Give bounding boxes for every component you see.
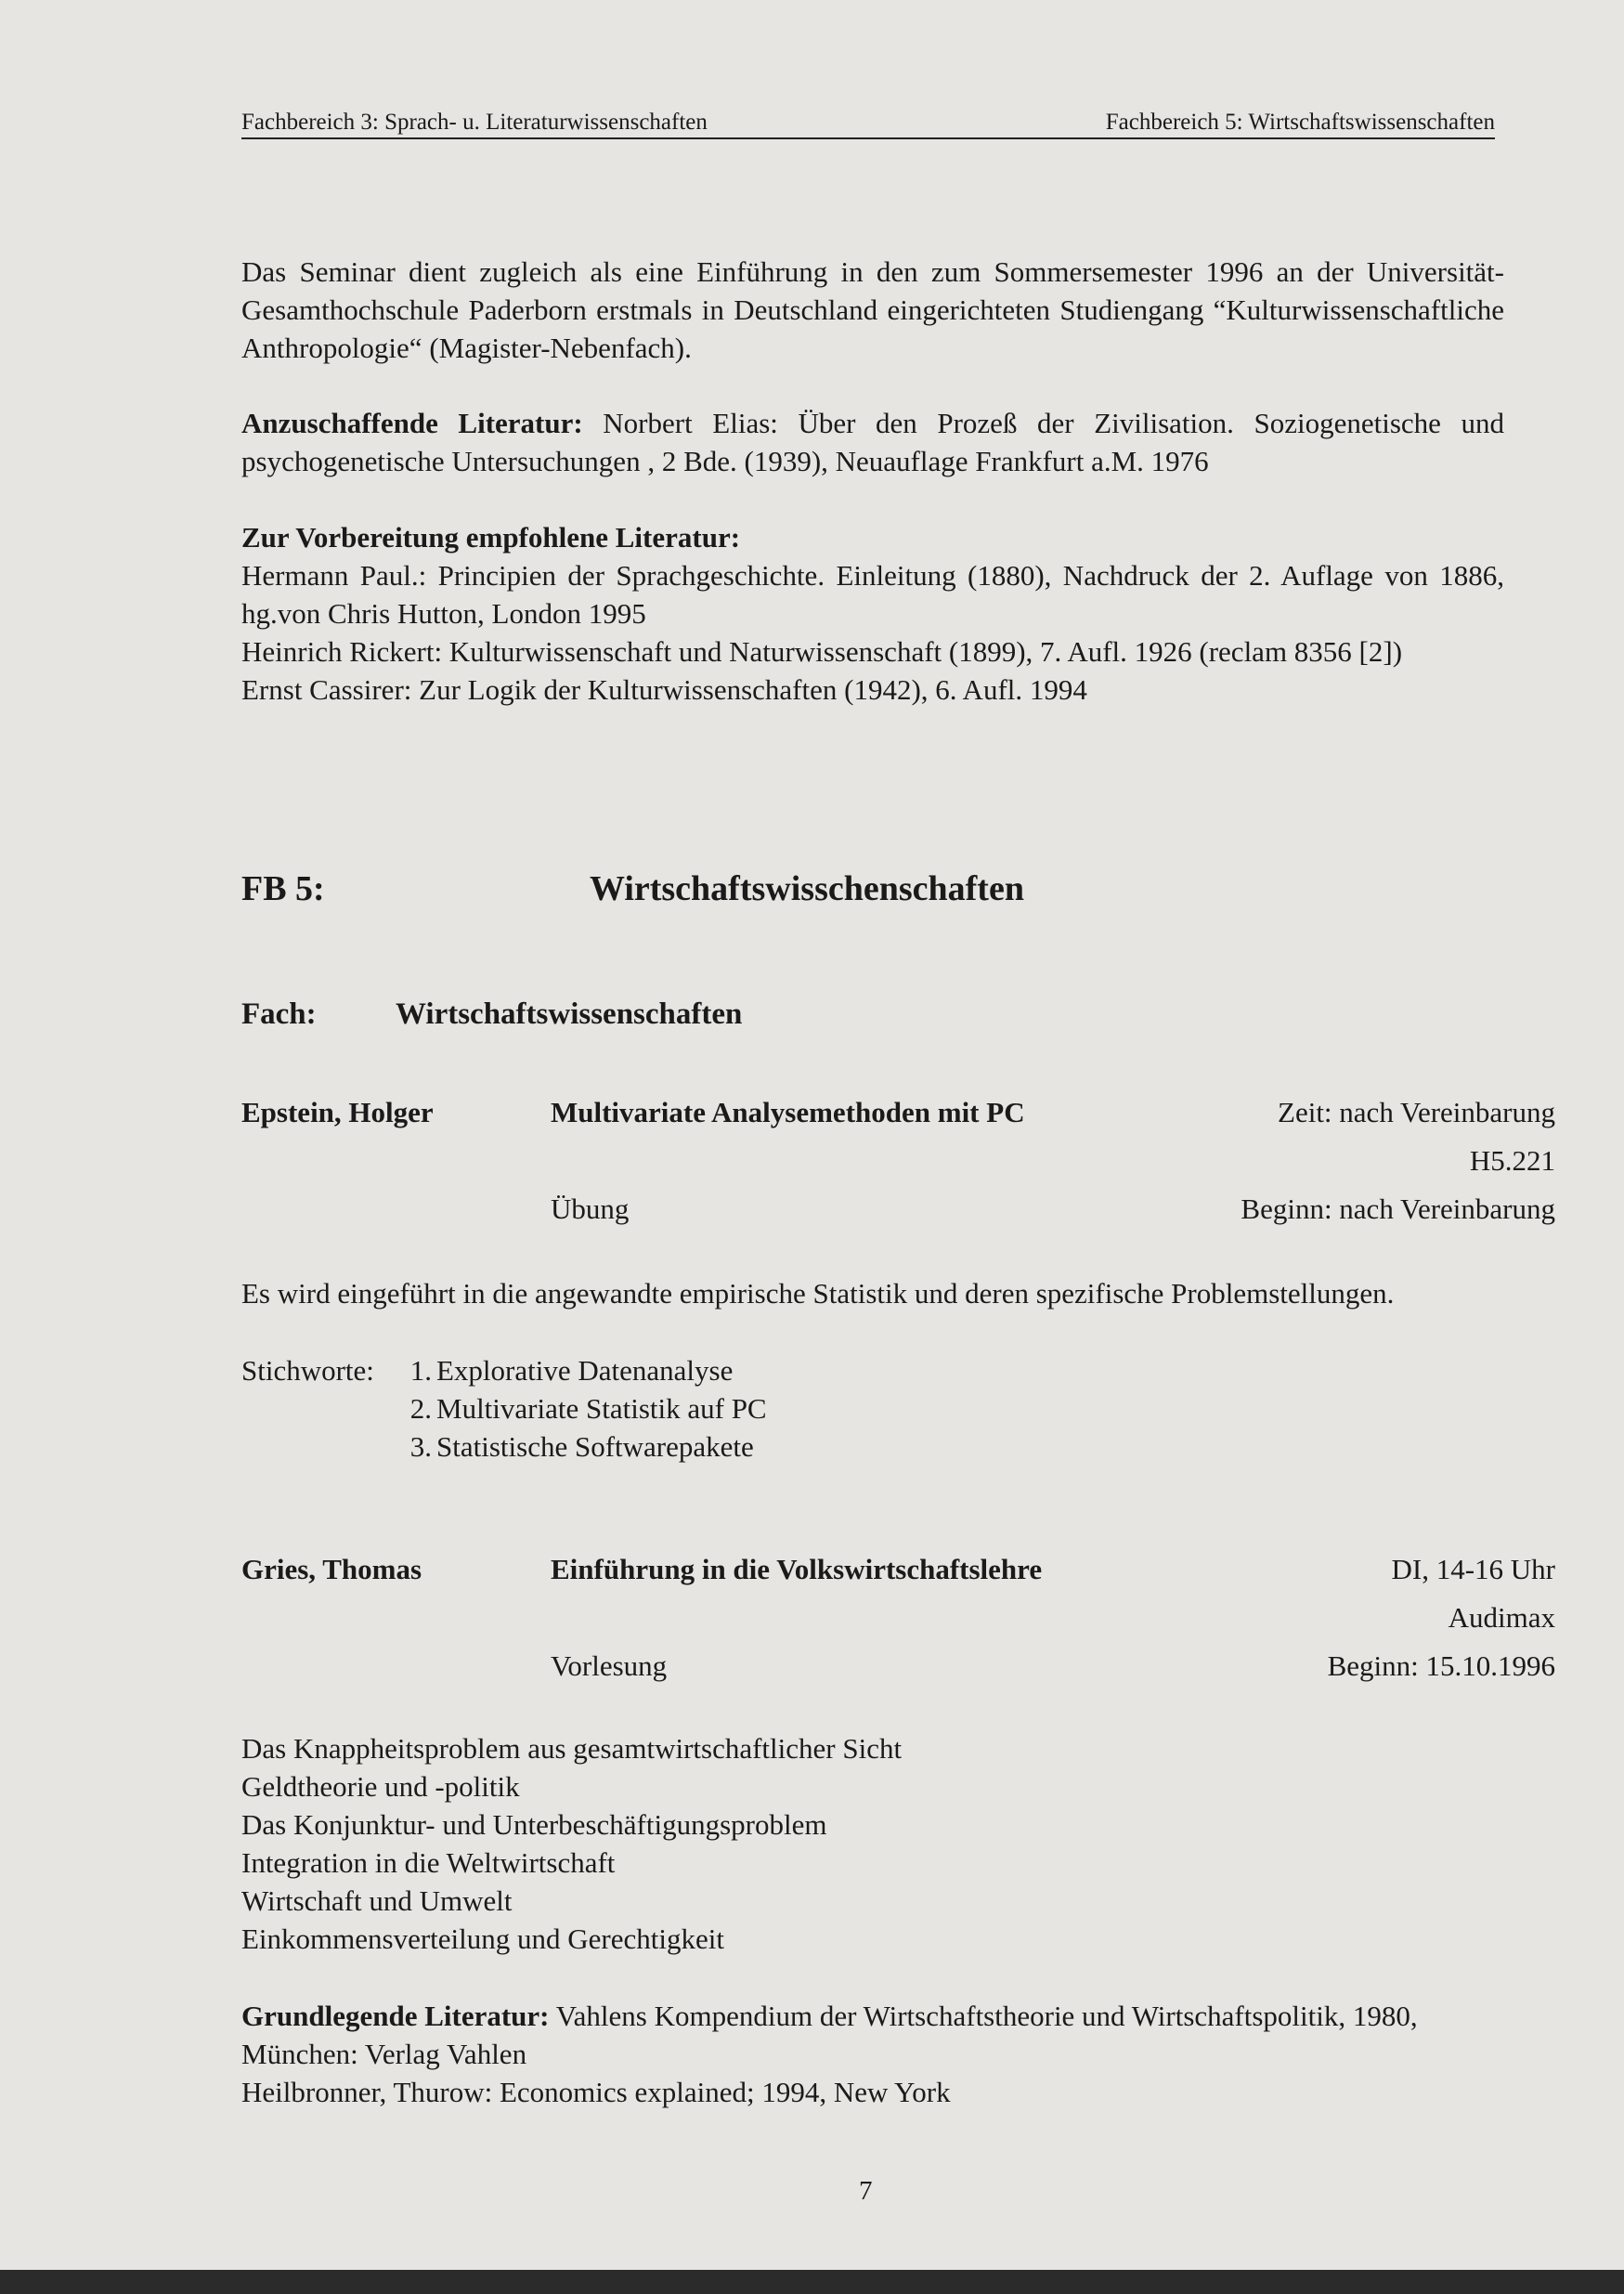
section-name: Wirtschaftswisschenschaften xyxy=(590,869,1024,908)
course-time: DI, 14-16 Uhr xyxy=(1391,1553,1555,1585)
course-description: Es wird eingeführt in die angewandte empirische Statistik und deren spezifische Problemstellungen. xyxy=(241,1277,1395,1310)
topic-item: Einkommensverteilung und Gerechtigkeit xyxy=(241,1923,724,1955)
stichworte-list xyxy=(241,1351,767,1466)
stichwort-text: Explorative Datenanalyse xyxy=(436,1354,734,1387)
vorbereitung-literatur xyxy=(241,518,1504,709)
course-entry xyxy=(241,1553,1555,1698)
topic-item: Geldtheorie und -politik xyxy=(241,1770,520,1803)
course-topics xyxy=(241,1729,902,1958)
stichwort-number: 3. xyxy=(409,1430,432,1463)
subject-name: Wirtschaftswissenschaften xyxy=(396,997,743,1031)
literature-text: Vahlens Kompendium der Wirtschaftstheorie und Wirtschaftspolitik, 1980, xyxy=(549,2000,1418,2032)
literature-label: Grundlegende Literatur: xyxy=(241,2000,550,2032)
header-right: Fachbereich 5: Wirtschaftswissenschaften xyxy=(1105,110,1495,135)
topic-item: Integration in die Weltwirtschaft xyxy=(241,1846,616,1879)
vorbereitung-item: Ernst Cassirer: Zur Logik der Kulturwissenschaften (1942), 6. Aufl. 1994 xyxy=(241,673,1087,706)
topic-item: Das Konjunktur- und Unterbeschäftigungsproblem xyxy=(241,1808,827,1841)
subject-label: Fach: xyxy=(241,997,317,1031)
vorbereitung-item: Heinrich Rickert: Kulturwissenschaft und Naturwissenschaft (1899), 7. Aufl. 1926 (reclam 8356 [2]) xyxy=(241,635,1403,668)
topic-item: Wirtschaft und Umwelt xyxy=(241,1884,513,1917)
course-entry xyxy=(241,1096,1555,1241)
stichwort-text: Statistische Softwarepakete xyxy=(436,1430,754,1463)
stichwort-text: Multivariate Statistik auf PC xyxy=(436,1392,767,1425)
grundlegende-literatur xyxy=(241,1997,1504,2111)
course-begin: Beginn: 15.10.1996 xyxy=(1327,1649,1555,1682)
course-room: H5.221 xyxy=(1469,1144,1555,1177)
subject-heading xyxy=(241,997,743,1032)
literature-item: München: Verlag Vahlen xyxy=(241,2038,527,2070)
topic-item: Das Knappheitsproblem aus gesamtwirtschaftlicher Sicht xyxy=(241,1732,903,1765)
course-title: Multivariate Analysemethoden mit PC xyxy=(551,1096,1025,1128)
vorbereitung-label: Zur Vorbereitung empfohlene Literatur: xyxy=(241,521,741,554)
stichwort-number: 2. xyxy=(409,1392,432,1425)
course-room: Audimax xyxy=(1448,1601,1555,1634)
anzuschaffende-literatur xyxy=(241,404,1504,480)
course-lecturer: Gries, Thomas xyxy=(241,1553,422,1585)
course-type: Vorlesung xyxy=(551,1649,668,1682)
stichwort-number: 1. xyxy=(409,1354,432,1387)
course-lecturer: Epstein, Holger xyxy=(241,1096,434,1128)
literature-item: Heilbronner, Thurow: Economics explained; 1994, New York xyxy=(241,2076,951,2108)
page-number: 7 xyxy=(859,2176,873,2206)
course-begin: Beginn: nach Vereinbarung xyxy=(1241,1193,1555,1225)
course-title: Einführung in die Volkswirtschaftslehre xyxy=(551,1553,1043,1585)
vorbereitung-item: Hermann Paul.: Principien der Sprachgeschichte. Einleitung (1880), Nachdruck der 2. Auflage von 1886, hg.von Chris Hutton, London 1995 xyxy=(241,559,1504,630)
course-time: Zeit: nach Vereinbarung xyxy=(1278,1096,1555,1128)
course-type: Übung xyxy=(551,1193,630,1225)
stichworte-label: Stichworte: xyxy=(241,1354,374,1387)
anzuschaffende-label: Anzuschaffende Literatur: xyxy=(241,407,583,439)
anzuschaffende-text: Norbert Elias: Über den Prozeß der Zivilisation. Soziogenetische und psychogenetische Untersuchungen , 2 Bde. (1939), Neuauflage Frankfurt a.M. 1976 xyxy=(241,407,1504,477)
section-number: FB 5: xyxy=(241,869,325,908)
intro-paragraph: Das Seminar dient zugleich als eine Einführung in den zum Sommersemester 1996 an der Universität-Gesamthochschule Paderborn erstmals in Deutschland eingerichteten Studiengang “Kulturwissenschaftliche Anthropologie“ (Magister-Nebenfach). xyxy=(241,255,1504,364)
header-left: Fachbereich 3: Sprach- u. Literaturwissenschaften xyxy=(241,110,708,135)
scan-edge xyxy=(0,2270,1624,2294)
page-header xyxy=(241,110,1495,139)
